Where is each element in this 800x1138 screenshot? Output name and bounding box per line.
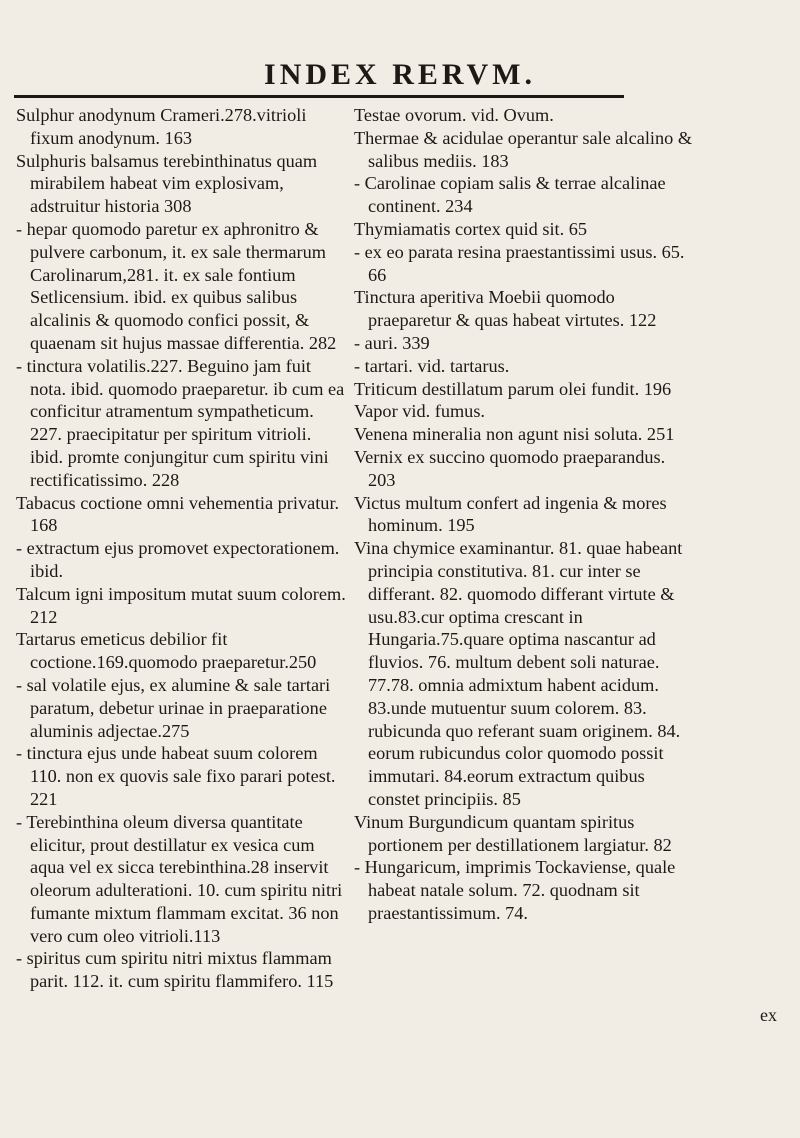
- index-entry: - tartari. vid. tartarus.: [354, 355, 510, 376]
- index-entry: Testae ovorum. vid. Ovum.: [354, 105, 554, 125]
- index-entry: Vinum Burgundicum quantam spiritus portionem per destillationem largiatur. 82: [354, 811, 672, 855]
- index-entry: - spiritus cum spiritu nitri mixtus flammam parit. 112. it. cum spiritu flammifero. 115: [16, 948, 334, 992]
- left-column: [16, 104, 348, 993]
- index-entry: Sulphur anodynum Crameri.278.vitrioli fixum anodynum. 163: [16, 105, 307, 148]
- index-entry: - sal volatile ejus, ex alumine & sale tartari paratum, debetur urinae in praeparatione aluminis adjectae.275: [16, 674, 331, 741]
- index-entry: Thymiamatis cortex quid sit. 65: [354, 218, 588, 239]
- index-entry: - Hungaricum, imprimis Tockaviense, quale habeat natale solum. 72. quodnam sit praestantissimum. 74.: [354, 857, 676, 923]
- index-entry: Vernix ex succino quomodo praeparandus. 203: [354, 446, 666, 490]
- index-entry: - tinctura ejus unde habeat suum colorem 110. non ex quovis sale fixo parari potest. 221: [16, 743, 336, 809]
- index-entry: Triticum destillatum parum olei fundit. 196: [354, 378, 672, 399]
- index-entry: - Carolinae copiam salis & terrae alcalinae continent. 234: [354, 173, 666, 217]
- index-entry: Vapor vid. fumus.: [354, 401, 486, 422]
- index-entry: Venena mineralia non agunt nisi soluta. 251: [354, 424, 675, 445]
- header-rule: [14, 95, 624, 98]
- index-entry: Talcum igni impositum mutat suum colorem. 212: [16, 583, 346, 627]
- index-entry: - tinctura volatilis.227. Beguino jam fuit nota. ibid. quomodo praeparetur. ib cum ea conficitur atramentum sympatheticum. 227. praecipitatur per spiritum vitrioli. ibid. promte conjungitur cum spiritu vini rectificatissimo. 228: [16, 355, 345, 490]
- index-entry: - Terebinthina oleum diversa quantitate elicitur, prout destillatur ex vesica cum aqua vel ex sicca terebinthina.28 inservit oleorum adulterationi. 10. cum spiritu nitri fumante mixtum flammam excitat. 36 non vero cum oleo vitrioli.113: [16, 811, 343, 946]
- index-entry: - ex eo parata resina praestantissimi usus. 65. 66: [354, 241, 685, 285]
- index-entry: - extractum ejus promovet expectorationem. ibid.: [16, 538, 340, 581]
- index-entry: - hepar quomodo paretur ex aphronitro & pulvere carbonum, it. ex sale thermarum Carolinarum,281. it. ex sale fontium Setlicensium. ibid. ex quibus salibus alcalinis & quomodo confici possit, & quaenam sit hujus massae differentia. 282: [16, 218, 337, 353]
- index-entry: Tabacus coctione omni vehementia privatur. 168: [16, 492, 340, 536]
- index-entry: Thermae & acidulae operantur sale alcalino & salibus mediis. 183: [354, 127, 693, 171]
- right-column: [354, 104, 694, 925]
- index-entry: Tinctura aperitiva Moebii quomodo praeparetur & quas habeat virtutes. 122: [354, 287, 657, 331]
- index-entry: Vina chymice examinantur. 81. quae habeant principia constitutiva. 81. cur inter se differant. 82. quomodo differant virtute & usu.83.cur optima crescant in Hungaria.75.quare optima nascantur ad fluvios. 76. multum debent soli naturae. 77.78. omnia admixtum habent acidum. 83.unde mutuentur suum colorem. 83. rubicunda quo referant suam originem. 84. eorum rubicundus color quomodo possit immutari. 84.eorum extractum quibus constet principiis. 85: [354, 538, 683, 809]
- page-header: INDEX RERVM.: [264, 58, 536, 91]
- index-entry: - auri. 339: [354, 332, 430, 353]
- index-entry: Sulphuris balsamus terebinthinatus quam mirabilem habeat vim explosivam, adstruitur historia 308: [16, 150, 318, 217]
- catchword: ex: [760, 1005, 777, 1025]
- index-entry: Victus multum confert ad ingenia & mores hominum. 195: [354, 492, 667, 536]
- index-entry: Tartarus emeticus debilior fit coctione.169.quomodo praeparetur.250: [16, 629, 317, 673]
